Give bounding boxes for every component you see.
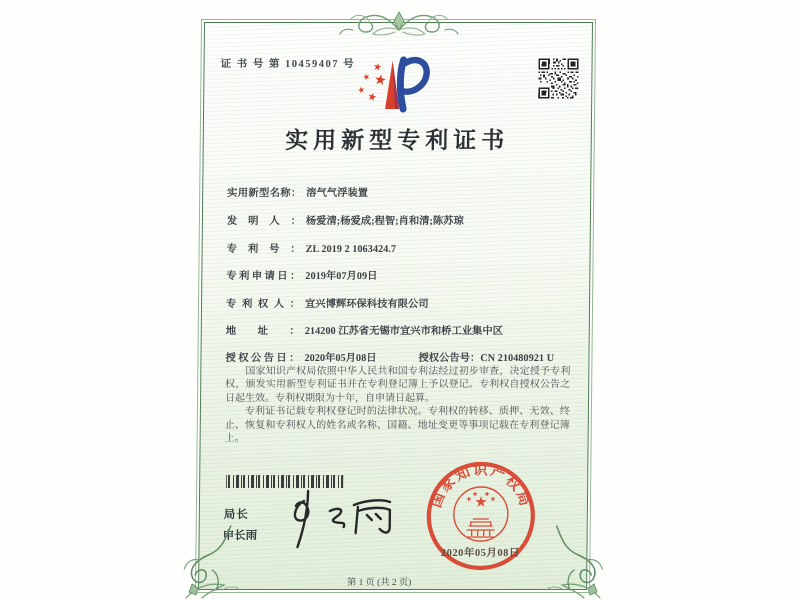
field-label: 授权公告日： [225, 353, 300, 364]
field-value: CN 210480921 U [480, 353, 555, 364]
legal-paragraph: 国家知识产权局依照中华人民共和国专利法经过初步审查，决定授予专利权，颁发实用新型专利证书并在专利登记簿上予以登记。专利权自授权公告之日起生效。专利权期限为十年，自申请日起算。 [225, 366, 571, 404]
field-label: 授权公告号： [418, 353, 481, 364]
field-value: 溶气气浮装置 [306, 188, 369, 199]
top-border-ornament [333, 6, 465, 42]
seal-emblem-gate [467, 519, 495, 537]
signature-icon [285, 487, 398, 551]
page-number: 第 1 页 (共 2 页) [346, 578, 412, 588]
field-row-inventors [227, 212, 579, 227]
field-label: 发明人： [226, 216, 301, 227]
grant-number-pair [418, 349, 554, 364]
bottom-right-ornament [544, 524, 609, 600]
signer-title: 局长 [223, 509, 249, 521]
field-value: 2019年07月09日 [305, 271, 378, 282]
certificate-number: 证 书 号 第 10459407 号 [220, 59, 356, 70]
field-row-grant [225, 349, 577, 364]
field-label: 专利申请日： [226, 271, 301, 282]
official-seal-icon [424, 460, 537, 572]
cnipa-patent-logo-icon [354, 55, 433, 113]
field-value: 杨爱清;杨爱成;程智;肖和清;陈苏琼 [305, 216, 464, 227]
qr-code-icon [538, 56, 578, 101]
field-row-name [227, 184, 579, 199]
field-row-address [226, 322, 578, 337]
certificate-title: 实用新型专利证书 [285, 128, 510, 153]
seal-date: 2020年05月08日 [440, 548, 520, 559]
field-label: 专利号： [226, 244, 301, 255]
field-row-patent-no [227, 240, 579, 255]
legal-paragraph: 专利证书记载专利权登记时的法律状况。专利权的转移、质押、无效、终止、恢复和专利权人的姓名或名称、国籍、地址变更等事项记载在专利登记簿上。 [224, 406, 570, 445]
certificate-page [198, 22, 593, 590]
field-value: ZL 2019 2 1063424.7 [305, 244, 397, 255]
field-value: 宜兴博辉环保科技有限公司 [304, 299, 429, 310]
bottom-left-ornament [178, 524, 243, 600]
legal-text-block [225, 365, 571, 445]
seal-org-text: 国家知识产权局 [428, 462, 534, 511]
field-label: 专利权人： [225, 299, 301, 310]
field-label: 实用新型名称： [227, 188, 302, 199]
signer-name: 申长雨 [222, 530, 258, 542]
field-label: 地址： [225, 326, 300, 337]
field-row-filing-date [226, 267, 578, 282]
ornament-center-diamond [394, 12, 404, 30]
field-value: 214200 江苏省无锡市宜兴市和桥工业集中区 [304, 326, 504, 337]
field-value: 2020年05月08日 [304, 353, 377, 364]
field-row-patentee [226, 295, 578, 310]
